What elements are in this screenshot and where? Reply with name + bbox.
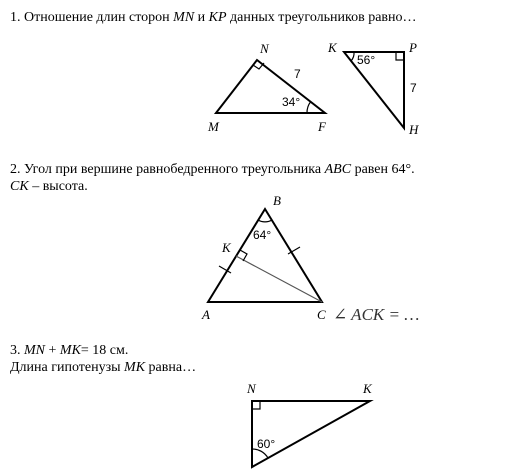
vertex-n3: N — [247, 381, 256, 396]
vertex-k: K — [328, 40, 337, 55]
problem1-number: 1. — [10, 10, 21, 25]
problem3-text-line1 — [10, 343, 128, 359]
side-ph-length: 7 — [410, 81, 417, 95]
segment-kp: KP — [208, 10, 227, 25]
vertex-c: C — [317, 307, 326, 322]
problem2-line1-part1: 2. Угол при вершине равнобедренного треугольника — [10, 162, 322, 177]
vertex-p: P — [409, 40, 417, 55]
problem1-text-part1: Отношение длин сторон — [24, 10, 170, 25]
vertex-m: M — [208, 119, 219, 134]
problem2-line2-end: – высота. — [32, 179, 88, 194]
altitude-ck — [236, 256, 322, 302]
problem3-number: 3. — [10, 343, 21, 358]
angle-k-value: 56° — [357, 53, 376, 67]
problem2-text-line1 — [10, 162, 415, 178]
angle-arc-k — [351, 52, 354, 61]
segment-mn: MN — [173, 10, 195, 25]
vertex-k2: K — [222, 240, 231, 255]
problem1-text-part3: данных треугольников равно… — [230, 10, 417, 25]
triangle-nkm — [252, 401, 370, 467]
vertex-n: N — [260, 41, 269, 56]
hypotenuse-mk: MK — [124, 360, 146, 375]
problem3-line1-end: = 18 см. — [80, 343, 129, 358]
segment-mn3: MN — [24, 343, 45, 358]
vertex-h: H — [409, 122, 419, 137]
segment-mk: MK — [59, 343, 81, 358]
vertex-b: B — [273, 193, 281, 208]
vertex-k3: K — [363, 381, 372, 396]
problem2-line1-end: равен 64°. — [354, 162, 415, 177]
problem3-line2-part1: Длина гипотенузы — [10, 360, 121, 375]
answer-angle-ack: ∠ ACK = … — [333, 305, 420, 324]
segment-ck: CK — [10, 179, 29, 194]
plus-sign: + — [48, 343, 57, 358]
angle-arc-b — [258, 220, 272, 222]
right-angle-mark-p — [396, 52, 404, 60]
angle-f-value: 34° — [282, 95, 301, 109]
problem2-text-line2 — [10, 179, 88, 195]
vertex-f: F — [318, 119, 326, 134]
triangle-abc-name: ABC — [324, 162, 352, 177]
right-angle-mark-n3 — [252, 401, 260, 409]
problem3-text-line2 — [10, 360, 196, 376]
angle-arc-f — [307, 102, 311, 114]
angle-b-value: 64° — [253, 228, 272, 242]
angle-60-value: 60° — [257, 437, 276, 451]
triangle-abc — [208, 209, 322, 302]
vertex-a: A — [202, 307, 210, 322]
problem1-text-part2: и — [197, 10, 206, 25]
side-nf-length: 7 — [294, 67, 301, 81]
problem3-line2-end: равна… — [148, 360, 197, 375]
